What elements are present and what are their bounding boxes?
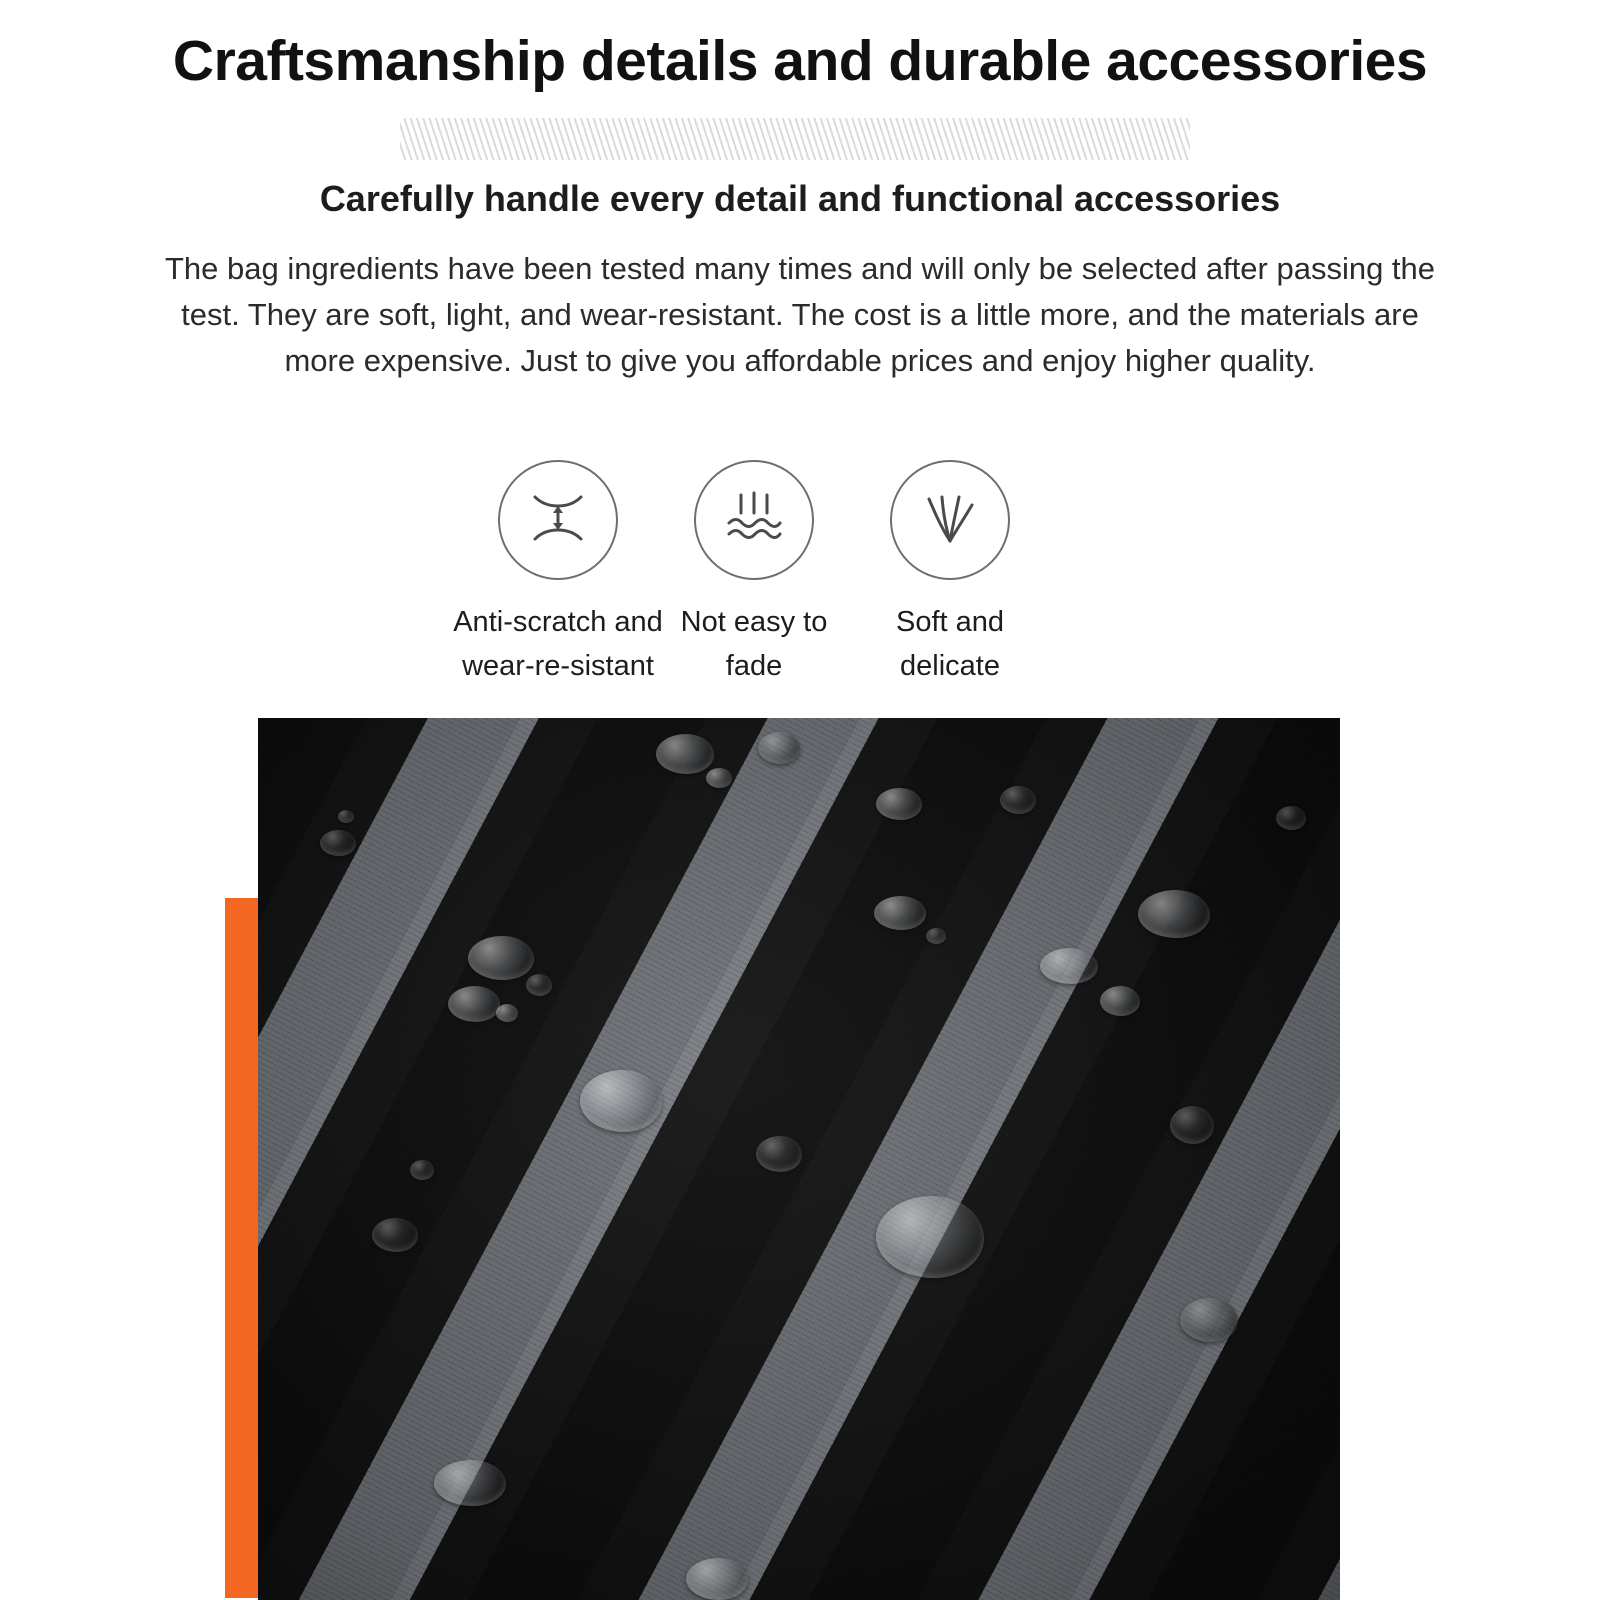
feature-icon-circle xyxy=(498,460,618,580)
feature-list xyxy=(453,460,1100,688)
hatch-divider xyxy=(400,118,1190,160)
soft-grass-icon xyxy=(911,479,989,562)
feature-item-anti-scratch xyxy=(453,460,663,688)
water-fade-icon xyxy=(715,479,793,562)
feature-label: Not easy to fade xyxy=(680,606,828,682)
feature-item-soft xyxy=(852,460,1048,688)
stretch-resistance-icon xyxy=(519,479,597,562)
feature-label: Anti-scratch and wear-re-sistant xyxy=(453,606,663,682)
photo-vignette xyxy=(258,718,1340,1600)
feature-icon-circle xyxy=(890,460,1010,580)
feature-item-not-fade xyxy=(656,460,852,688)
description-paragraph: The bag ingredients have been tested many times and will only be selected after passing the test. They are soft, light, and wear-resistant. The cost is a little more, and the materials are more expensive. Just to give you affordable prices and enjoy higher quality. xyxy=(164,251,1436,378)
fabric-photo xyxy=(258,718,1340,1600)
feature-label: Soft and delicate xyxy=(895,606,1005,682)
page-title: Craftsmanship details and durable accessories xyxy=(172,29,1428,93)
feature-icon-circle xyxy=(694,460,814,580)
section-subtitle: Carefully handle every detail and functional accessories xyxy=(319,178,1281,219)
product-photo-block xyxy=(225,718,1340,1600)
